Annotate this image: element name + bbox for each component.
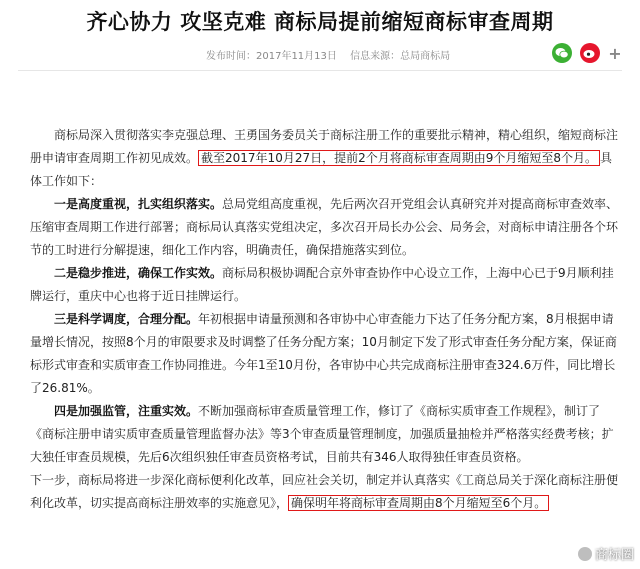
para2-lead: 一是高度重视，扎实组织落实。 bbox=[54, 197, 223, 211]
paragraph-2 bbox=[30, 193, 622, 262]
highlight-box-2: 确保明年将商标审查周期由8个月缩短至6个月。 bbox=[288, 495, 549, 511]
para4-text: 年初根据申请量预测和各审协中心审查能力下达了任务分配方案，8月根据申请量增长情况，按照8个月的审限要求及时调整了任务分配方案；10月制定下发了形式审查任务分配方案，保证商标形式审查和实质审查工作协同推进。今年1至10月份，各审协中心共完成商标注册审查324.6万件，同比增长了26.81%。 bbox=[30, 312, 617, 395]
page-title: 齐心协力 攻坚克难 商标局提前缩短商标审查周期 bbox=[86, 10, 554, 34]
para2-text: 总局党组高度重视，先后两次召开党组会认真研究并对提高商标审查效率、压缩审查周期工作进行部署；商标局认真落实党组决定，多次召开局长办公会、局务会，对商标申请注册各个环节的工时进行分解提速，细化工作内容，明确责任，确保措施落实到位。 bbox=[30, 197, 619, 257]
para3-text: 商标局积极协调配合京外审查协作中心设立工作，上海中心已于9月顺利挂牌运行，重庆中心也将于近日挂牌运行。 bbox=[30, 266, 614, 303]
para1-text-a: 商标局深入贯彻落实李克强总理、王勇国务委员关于商标注册工作的重要批示精神，精心组织，缩短商标注册申请审查周期工作初见成效。 bbox=[30, 128, 619, 165]
publish-time: 发布时间：2017年11月13日 bbox=[206, 51, 337, 62]
article-meta bbox=[206, 47, 460, 62]
watermark bbox=[578, 544, 634, 563]
paragraph-1 bbox=[30, 124, 622, 193]
para5-lead: 四是加强监管，注重实效。 bbox=[54, 404, 199, 418]
paragraph-4 bbox=[30, 308, 622, 400]
watermark-logo-icon bbox=[578, 547, 592, 561]
paragraph-6 bbox=[30, 469, 622, 515]
divider bbox=[18, 70, 622, 71]
article-body bbox=[30, 124, 622, 515]
para6-text: 下一步，商标局将进一步深化商标便利化改革，回应社会关切，制定并认真落实《工商总局关于深化商标注册便利化改革，切实提高商标注册效率的实施意见》， bbox=[30, 473, 619, 510]
para1-text-b: 具体工作如下： bbox=[30, 151, 613, 188]
paragraph-5 bbox=[30, 400, 622, 469]
watermark-text: 商标圈 bbox=[594, 548, 634, 563]
plus-icon[interactable]: + bbox=[608, 43, 622, 63]
para4-lead: 三是科学调度，合理分配。 bbox=[54, 312, 199, 326]
weibo-icon[interactable] bbox=[580, 43, 600, 63]
para3-lead: 二是稳步推进，确保工作实效。 bbox=[54, 266, 223, 280]
para5-text: 不断加强商标审查质量管理工作，修订了《商标实质审查工作规程》，制订了《商标注册申请实质审查质量管理监督办法》等3个审查质量管理制度，加强质量抽检并严格落实经费考核；扩大独任审查员规模，先后6次组织独任审查员资格考试，目前共有346人取得独任审查员资格。 bbox=[30, 404, 614, 464]
wechat-icon[interactable] bbox=[552, 43, 572, 63]
paragraph-3 bbox=[30, 262, 622, 308]
info-source: 信息来源：总局商标局 bbox=[350, 51, 451, 62]
highlight-box-1: 截至2017年10月27日，提前2个月将商标审查周期由9个月缩短至8个月。 bbox=[198, 150, 600, 166]
share-bar bbox=[552, 43, 622, 63]
